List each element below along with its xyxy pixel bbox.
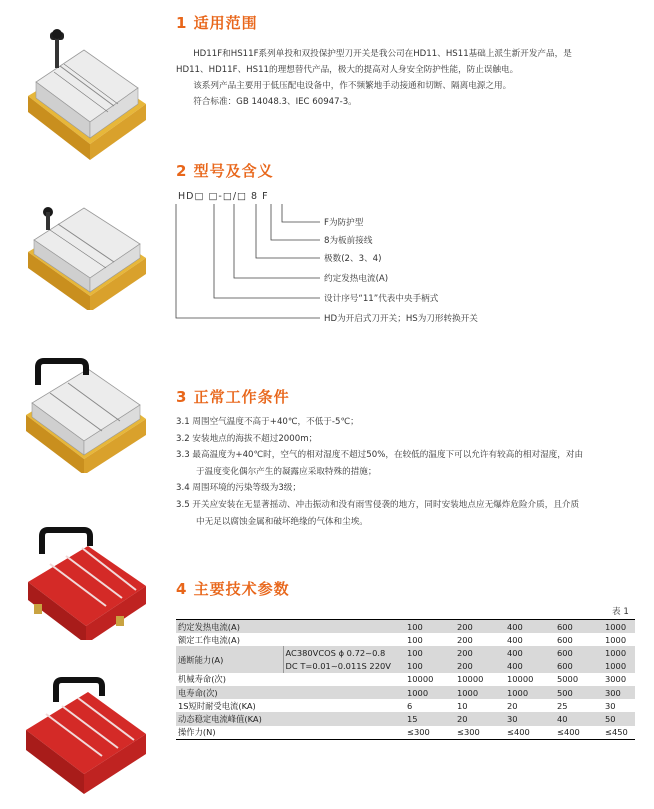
table-cell: 15: [405, 712, 455, 725]
table-row: [176, 699, 635, 712]
table-cell: 1000: [455, 686, 505, 699]
condition-3-5-cont: 中无足以腐蚀金属和破坏绝缘的气体和尘埃。: [196, 516, 368, 527]
product-image-5: [20, 676, 150, 796]
table-cell: 300: [603, 686, 635, 699]
table-cell: 10000: [457, 674, 484, 685]
condition-3-3: 3.3 最高温度为+40℃时，空气的相对湿度不超过50%，在较低的温度下可以允许有较高的相对湿度，对由: [176, 450, 584, 461]
section2-title: 2 型号及含义: [176, 162, 274, 180]
table-cell: 100: [405, 660, 455, 673]
section4-title: 4 主要技术参数: [176, 580, 290, 598]
section3-body: [176, 414, 646, 530]
table-cell: 200: [457, 634, 473, 645]
model-label-f: F为防护型: [324, 218, 364, 228]
table-cell: 500: [555, 686, 603, 699]
table-cell: 200: [455, 620, 505, 634]
section1-title: 1 适用范围: [176, 14, 258, 32]
section1-line-2: HD11、HD11F、HS11的理想替代产品，极大的提高对人身安全防护性能，防止误触电。: [176, 65, 519, 75]
table-cell: 400: [505, 660, 555, 673]
section1-line-4: 符合标准：GB 14048.3、IEC 60947-3。: [193, 97, 357, 107]
condition-3-3-cont: 于温度变化偶尔产生的凝露应采取特殊的措施；: [196, 466, 377, 477]
row-label: 电寿命(次): [176, 686, 405, 699]
table-cell: 10: [457, 700, 468, 711]
product-image-2: [20, 190, 150, 310]
row-label: 通断能力(A): [176, 646, 283, 672]
table-cell: 10000: [507, 674, 534, 685]
table-cell: 600: [555, 620, 603, 634]
table-cell: 600: [555, 646, 603, 659]
table-cell: 5000: [557, 674, 579, 685]
model-label-8: 8为板前接线: [324, 236, 373, 246]
condition-3-2: 3.2 安装地点的海拔不超过2000m；: [176, 433, 318, 444]
section3-title: 3 正常工作条件: [176, 388, 290, 406]
table-row: [176, 712, 635, 725]
table-cell: 100: [405, 646, 455, 659]
table-cell: 20: [455, 712, 505, 725]
table-cell: 6: [407, 700, 413, 711]
row-label: 约定发热电流(A): [176, 620, 405, 634]
row-label: 动态稳定电流峰值(KA): [176, 712, 405, 725]
table-cell: 600: [555, 660, 603, 673]
row-label: 操作力(N): [176, 726, 405, 740]
table-row: [176, 673, 635, 686]
condition-3-5: 3.5 开关应安装在无显著摇动、冲击振动和没有雨雪侵袭的地方，同时安装地点应无爆炸危险介质，且介质: [176, 499, 580, 510]
table-cell: 400: [505, 620, 555, 634]
row-label: 1S短时耐受电流(KA): [178, 700, 256, 711]
table-cell: 25: [557, 700, 568, 711]
table-cell: 100: [405, 620, 455, 634]
table-cell: 50: [603, 712, 635, 725]
table-cell: 40: [555, 712, 603, 725]
section1-line-3: 该系列产品主要用于低压配电设备中，作不频繁地手动接通和切断、隔离电源之用。: [193, 81, 512, 91]
table-caption: 表 1: [612, 607, 629, 617]
table-cell: 1000: [405, 686, 455, 699]
model-label-design: 设计序号“11”代表中央手柄式: [324, 294, 439, 304]
table-cell: 200: [455, 660, 505, 673]
table-cell: 1000: [603, 620, 635, 634]
table-cell: 3000: [605, 674, 627, 685]
model-code-diagram: [170, 202, 350, 342]
row-label: 额定工作电流(A): [178, 634, 240, 645]
row-label: 机械寿命(次): [178, 674, 226, 685]
table-cell: ≤450: [603, 726, 635, 740]
table-cell: 600: [557, 634, 573, 645]
table-cell: ≤400: [555, 726, 603, 740]
product-image-3: [20, 355, 150, 473]
product-image-4: [20, 520, 150, 640]
table-row: [176, 620, 635, 634]
table-cell: 100: [407, 634, 423, 645]
table-cell: 1000: [603, 660, 635, 673]
table-cell: 400: [507, 634, 523, 645]
table-row: [176, 646, 635, 659]
model-code: HD□ □-□/□ 8 F: [178, 191, 269, 202]
table-cell: 1000: [603, 646, 635, 659]
table-cell: 30: [505, 712, 555, 725]
table-cell: 200: [455, 646, 505, 659]
product-image-1: [20, 26, 150, 161]
model-label-poles: 极数(2、3、4): [324, 254, 382, 264]
row-sub-label: AC380VCOS ϕ 0.72~0.8: [283, 646, 405, 659]
table-cell: 400: [505, 646, 555, 659]
table-cell: ≤300: [405, 726, 455, 740]
condition-3-4: 3.4 周围环境的污染等级为3级；: [176, 483, 301, 494]
section1-line-1: HD11F和HS11F系列单投和双投保护型刀开关是我公司在HD11、HS11基础上派生新开发产品，是: [193, 49, 572, 59]
row-sub-label: DC T=0.01~0.011S 220V: [283, 660, 405, 673]
section1-body: [176, 46, 646, 110]
table-cell: 10000: [407, 674, 434, 685]
table-cell: 30: [605, 700, 616, 711]
table-cell: 1000: [605, 634, 627, 645]
table-row: [176, 633, 635, 646]
table-cell: 20: [507, 700, 518, 711]
model-label-current: 约定发热电流(A): [324, 274, 389, 284]
condition-3-1: 3.1 周围空气温度不高于+40℃，不低于-5℃；: [176, 417, 359, 427]
table-row: [176, 686, 635, 699]
model-label-type: HD为开启式刀开关；HS为刀形转换开关: [324, 314, 478, 324]
table-cell: ≤400: [505, 726, 555, 740]
table-cell: 1000: [505, 686, 555, 699]
spec-table: [176, 619, 635, 740]
table-cell: ≤300: [455, 726, 505, 740]
table-row: [176, 726, 635, 740]
